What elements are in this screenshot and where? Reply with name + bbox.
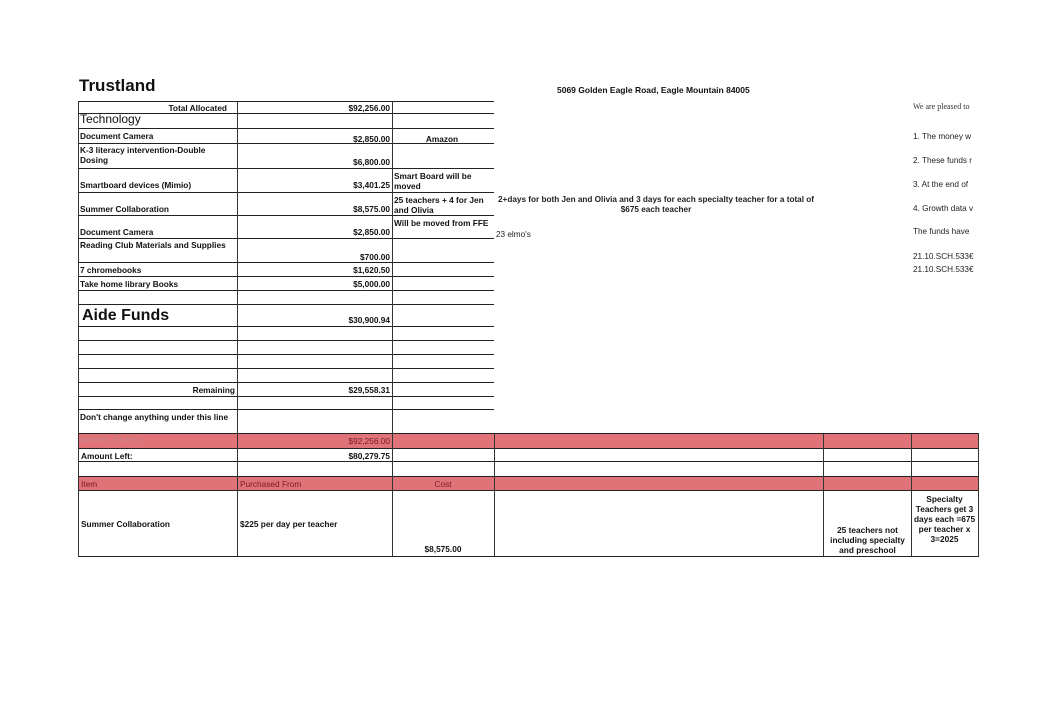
column-header-cost: Cost xyxy=(434,479,452,489)
item-note: Smart Board will be moved xyxy=(394,171,472,191)
right-note: We are pleased to xyxy=(913,102,970,111)
item-amount: $2,850.00 xyxy=(353,134,390,144)
tracker-teachers-note: 25 teachers not including specialty and preschool xyxy=(830,525,905,555)
item-note: Will be moved from FFE xyxy=(394,218,489,228)
right-note: 2. These funds r xyxy=(913,156,973,165)
total-allocated-value: $92,256.00 xyxy=(348,103,390,113)
page-title: Trustland xyxy=(79,76,156,95)
right-note: 4. Growth data v xyxy=(913,204,974,213)
item-amount: $5,000.00 xyxy=(353,279,390,289)
item-name: Document Camera xyxy=(80,227,154,237)
column-header-purchased-from: Purchased From xyxy=(240,479,302,489)
dont-change-warning: Don't change anything under this line xyxy=(80,412,229,422)
collaboration-note: 2+days for both Jen and Olivia and 3 days for each specialty teacher for a total of $675 each teacher xyxy=(498,195,814,214)
item-amount: $6,800.00 xyxy=(353,157,390,167)
remaining-value: $29,558.31 xyxy=(348,385,390,395)
tracker-item: Summer Collaboration xyxy=(81,519,170,529)
amount-left-label: Amount Left: xyxy=(81,451,133,461)
aide-funds-value: $30,900.94 xyxy=(348,315,390,325)
right-column-notes xyxy=(905,0,981,726)
right-note: 21.10.SCH.533€ xyxy=(913,265,974,274)
column-header-item: Item xyxy=(81,479,98,489)
item-name: Document Camera xyxy=(80,131,154,141)
item-amount: $3,401.25 xyxy=(353,180,390,190)
amount-start-value: $92,256.00 xyxy=(348,436,390,446)
tracker-specialty-note: Specialty Teachers get 3 days each =675 per teacher x 3=2025 xyxy=(913,494,976,544)
tracker-cost: $8,575.00 xyxy=(424,544,462,554)
total-allocated-label: Total Allocated xyxy=(168,103,227,113)
item-amount: $8,575.00 xyxy=(353,204,390,214)
item-note: 25 teachers + 4 for Jen and Olivia xyxy=(394,195,484,215)
right-note: 3. At the end of xyxy=(913,180,969,189)
item-name: K-3 literacy intervention-Double Dosing xyxy=(80,145,206,165)
tracker-purchased-from: $225 per day per teacher xyxy=(240,519,338,529)
item-amount: $2,850.00 xyxy=(353,227,390,237)
right-note: 21.10.SCH.533€ xyxy=(913,252,974,261)
item-name: Summer Collaboration xyxy=(80,204,169,214)
technology-heading: Technology xyxy=(80,112,141,126)
school-address: 5069 Golden Eagle Road, Eagle Mountain 84005 xyxy=(557,85,750,95)
item-name: Smartboard devices (Mimio) xyxy=(80,180,192,190)
amount-start-label: Amount Start: xyxy=(81,436,144,445)
item-name: Take home library Books xyxy=(80,279,179,289)
item-amount: $700.00 xyxy=(360,252,390,262)
item-name: 7 chromebooks xyxy=(80,265,142,275)
right-note: 1. The money w xyxy=(913,132,972,141)
right-note: The funds have xyxy=(913,227,970,236)
item-amount: $1,620.50 xyxy=(353,265,390,275)
item-note: Amazon xyxy=(425,134,459,144)
elmo-note: 23 elmo's xyxy=(496,230,531,239)
aide-funds-label: Aide Funds xyxy=(82,307,170,324)
remaining-label: Remaining xyxy=(192,385,235,395)
amount-left-value: $80,279.75 xyxy=(348,451,390,461)
item-name: Reading Club Materials and Supplies xyxy=(80,240,226,250)
